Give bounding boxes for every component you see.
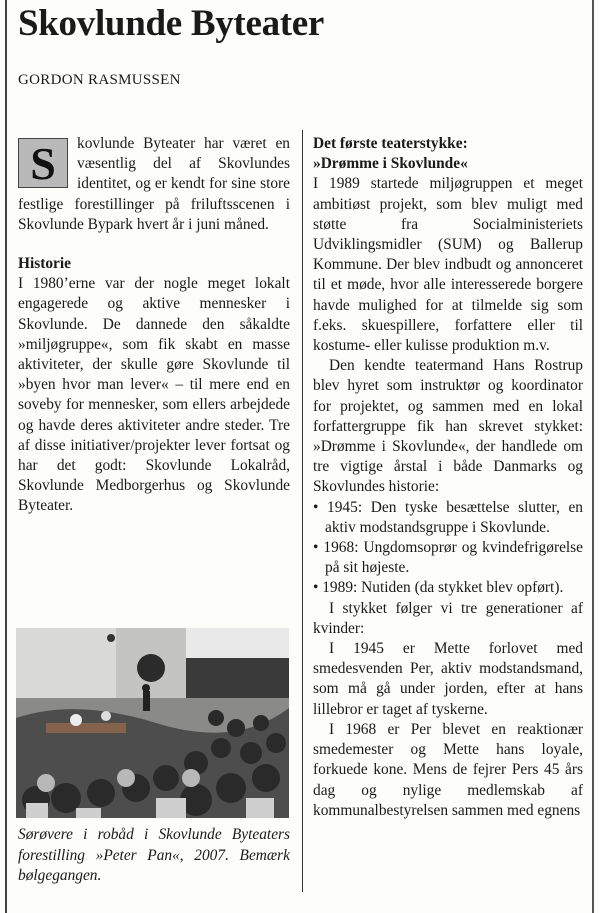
paragraph-2: Den kendte teatermand Hans Rostrup blev hyret som instruktør og koordinator for projektet, og sammen med en lokal forfattergruppe fik han skrevet stykket: »Drømme i Skovlunde«, der handlede om tre vigtige årstal i både Danmarks og Skovlundes historie: xyxy=(313,357,583,496)
page-edge-rule xyxy=(5,0,7,913)
paragraph-4: I 1945 er Mette forlovet med smedesvenden Per, aktiv modstandsmand, som må gå under jorden, efter at hans lillebror er taget af tyskerne. xyxy=(313,640,583,718)
history-heading: Historie xyxy=(18,255,71,273)
history-paragraph: I 1980’erne var der nogle meget lokalt engagerede og aktive mennesker i Skovlunde. De dannede den såkaldte »miljøgruppe«, som fik skabt en masse aktiviteter, der skulle gøre Skovlunde til »byen hvor man lever« – til mere end en soveby for mennesker, som ellers arbejdede og havde deres aktiviteter andre steder. Tre af disse initiativer/projekter lever fortsat og har det godt: Skovlunde Lokalråd, Skovlunde Medborgerhus og Skovlunde Byteater. xyxy=(18,275,290,515)
section-heading-line1: Det første teaterstykke: xyxy=(313,135,468,152)
intro-paragraph xyxy=(18,134,290,235)
bullet-1989: • 1989: Nutiden (da stykket blev opført). xyxy=(313,579,564,597)
bullet-1945: • 1945: Den tyske besættelse slutter, en aktiv modstandsgruppe i Skovlunde. xyxy=(313,498,583,536)
article-title: Skovlunde Byteater xyxy=(18,3,325,44)
theater-photo xyxy=(16,628,289,818)
photo-caption: Sørøvere i robåd i Skovlunde Byteaters forestilling »Peter Pan«, 2007. Bemærk bølgegangen. xyxy=(18,826,290,884)
section-heading-line2: »Drømme i Skovlunde« xyxy=(313,155,468,173)
page-edge-rule-right xyxy=(592,0,594,913)
paragraph-1: I 1989 startede miljøgruppen et meget ambitiøst projekt, som blev muligt med støtte fra Socialministeriets Udviklingsmidler (SUM) og Ballerup Kommune. Der blev indbudt og annonceret til et møde, hvor alle interesserede borgere havde mulighed for at tilmelde sig som f.eks. skuespillere, forfattere eller til kostume- eller kulisse produktion m.v. xyxy=(313,175,583,355)
intro-text: kovlunde Byteater har været en væsentlig del af Skovlundes identitet, og er kendt for sine store festlige forestillinger på friluftsscenen i Skovlunde Bypark hvert år i juni måned. xyxy=(18,135,290,233)
left-column xyxy=(18,134,290,517)
paragraph-5: I 1968 er Per blevet en reaktionær smedemester og Mette hans loyale, forkuede kone. Mens de fejrer Pers 45 års dag og nylige medlemskab af kommunalbestyrelsen sammen med egnens xyxy=(313,720,583,819)
right-column xyxy=(313,134,583,821)
column-divider xyxy=(302,130,303,892)
paragraph-3: I stykket følger vi tre generationer af kvinder: xyxy=(313,599,583,637)
author-byline: GORDON RASMUSSEN xyxy=(18,72,181,88)
drop-cap: S xyxy=(18,138,68,188)
bullet-1968: • 1968: Ungdomsoprør og kvindefrigørelse på sit højeste. xyxy=(313,539,583,577)
